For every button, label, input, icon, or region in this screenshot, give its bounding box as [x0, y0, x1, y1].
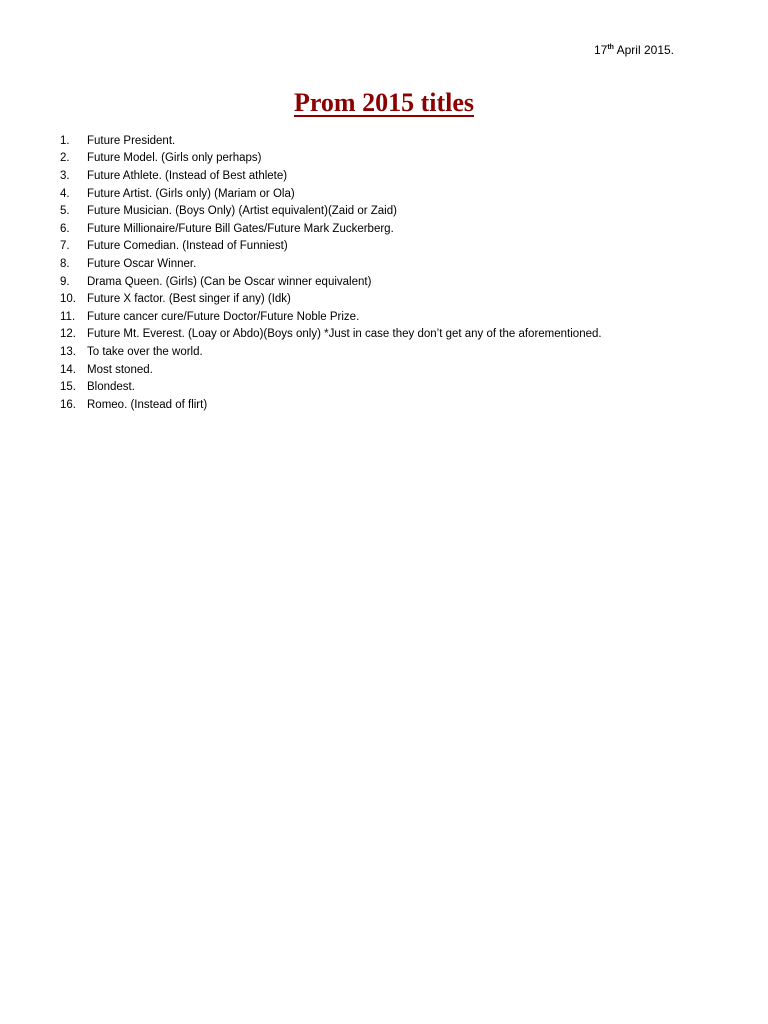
list-item-text: Future Model. (Girls only perhaps): [87, 152, 262, 165]
document-date: [594, 43, 674, 57]
page-title: Prom 2015 titles: [293, 88, 475, 117]
list-item-number: 1.: [60, 134, 70, 147]
list-item: [60, 378, 602, 396]
list-item: [60, 167, 602, 185]
list-item-number: 9.: [60, 275, 70, 288]
date-day: 17: [593, 43, 608, 57]
list-item-number: 12.: [60, 328, 76, 341]
list-item-text: Future Athlete. (Instead of Best athlete): [87, 169, 288, 182]
list-item: [60, 308, 602, 326]
date-suffix: th: [607, 44, 614, 51]
list-item-number: 8.: [60, 257, 70, 270]
list-item-text: Most stoned.: [87, 363, 153, 376]
list-item-number: 13.: [60, 345, 76, 358]
list-item-text: Future Mt. Everest. (Loay or Abdo)(Boys only) *Just in case they don’t get any of the aforementioned.: [87, 328, 602, 341]
list-item: [60, 361, 602, 379]
list-item-text: Future Artist. (Girls only) (Mariam or Ola): [87, 187, 295, 200]
list-item-text: Future President.: [87, 134, 176, 147]
list-item-number: 15.: [60, 381, 76, 394]
list-item-number: 14.: [60, 363, 76, 376]
list-item-text: To take over the world.: [87, 345, 203, 358]
list-item: [60, 326, 602, 344]
list-item-text: Future Comedian. (Instead of Funniest): [87, 240, 288, 253]
list-item-text: Future Millionaire/Future Bill Gates/Future Mark Zuckerberg.: [87, 222, 394, 235]
list-item-number: 2.: [60, 152, 70, 165]
list-item-number: 6.: [60, 222, 70, 235]
list-item: [60, 255, 602, 273]
list-item-number: 5.: [60, 205, 70, 218]
list-item: [60, 202, 602, 220]
list-item-number: 4.: [60, 187, 70, 200]
list-item: [60, 273, 602, 291]
list-item-text: Drama Queen. (Girls) (Can be Oscar winner equivalent): [87, 275, 372, 288]
list-item-number: 7.: [60, 240, 70, 253]
list-item: [60, 185, 602, 203]
list-item: [60, 132, 602, 150]
list-item: [60, 150, 602, 168]
list-item-text: Future Oscar Winner.: [87, 257, 197, 270]
list-item-text: Romeo. (Instead of flirt): [87, 398, 208, 411]
list-item: [60, 343, 602, 361]
list-item: [60, 220, 602, 238]
list-item-text: Future cancer cure/Future Doctor/Future Noble Prize.: [87, 310, 360, 323]
list-item-text: Future Musician. (Boys Only) (Artist equivalent)(Zaid or Zaid): [87, 205, 397, 218]
list-item-text: Blondest.: [87, 381, 135, 394]
list-item-number: 10.: [60, 293, 76, 306]
list-item: [60, 290, 602, 308]
date-rest: April 2015.: [613, 43, 674, 57]
list-item: [60, 396, 602, 414]
list-item-text: Future X factor. (Best singer if any) (Idk): [87, 293, 291, 306]
list-item-number: 16.: [60, 398, 76, 411]
list-item-number: 3.: [60, 169, 70, 182]
list-item-number: 11.: [60, 310, 76, 323]
titles-list: [60, 132, 602, 414]
list-item: [60, 238, 602, 256]
